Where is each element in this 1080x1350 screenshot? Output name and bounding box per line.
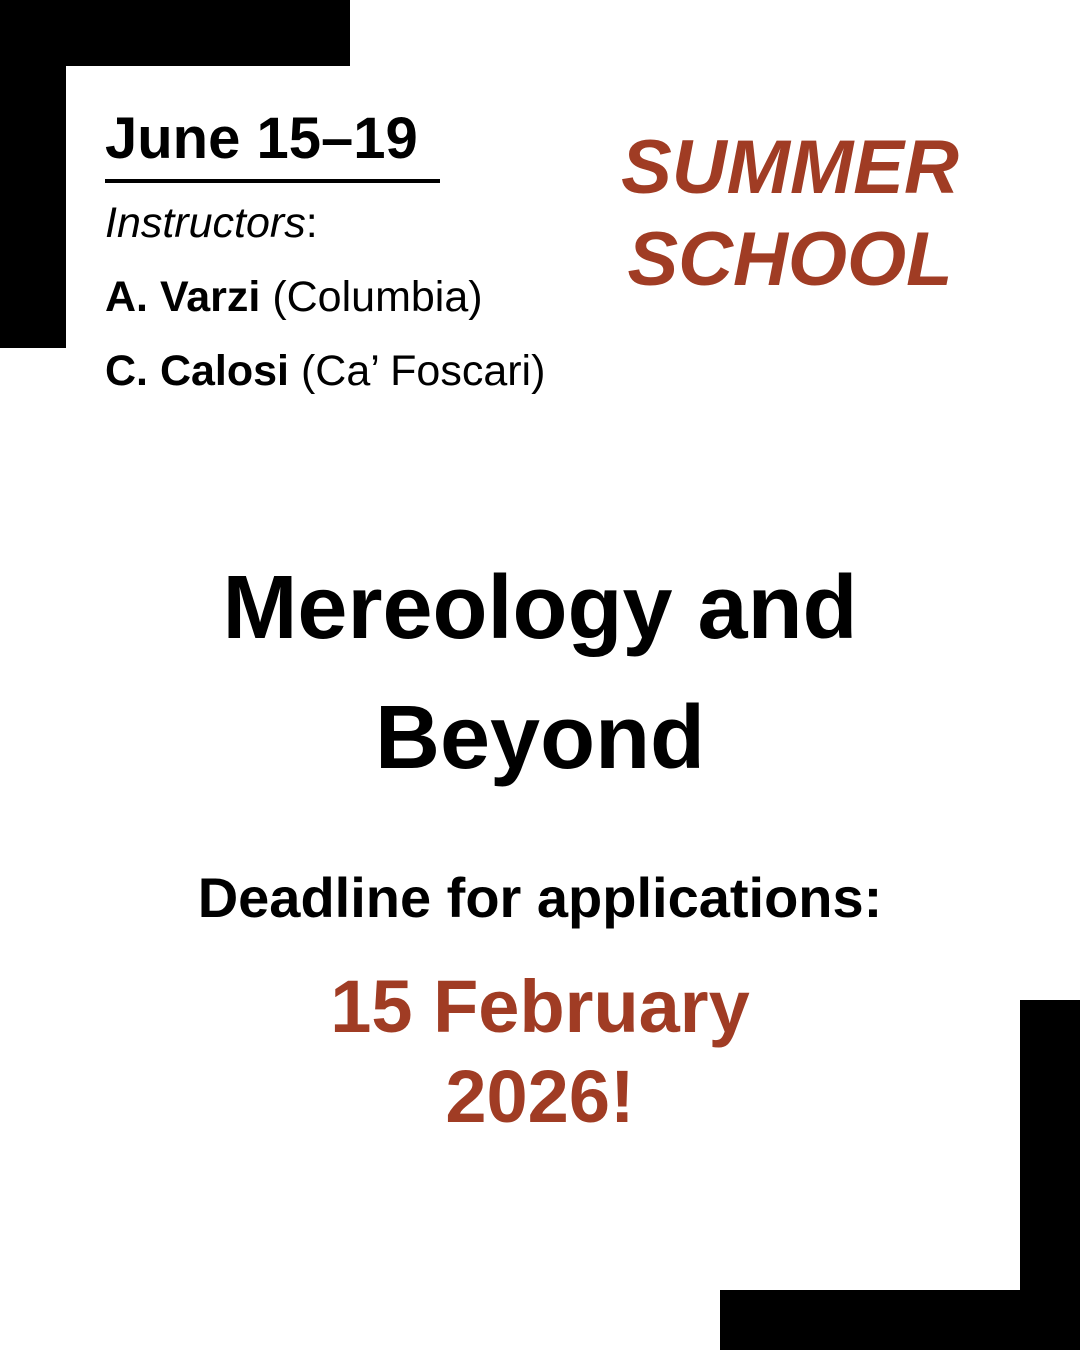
deadline-date-line-1: 15 February [330, 965, 750, 1048]
deadline-label: Deadline for applications: [197, 866, 883, 929]
instructor-affiliation: (Columbia) [272, 273, 483, 321]
instructors-label [105, 197, 318, 249]
dates-underline [105, 179, 440, 183]
deadline-date-line-2: 2026! [445, 1055, 635, 1138]
course-title-line-1: Mereology and [222, 558, 858, 658]
event-type-line-2: SCHOOL [627, 217, 953, 302]
course-title [0, 543, 1080, 803]
instructor-2 [105, 345, 545, 397]
deadline-date [0, 962, 1080, 1142]
instructor-1 [105, 271, 483, 323]
instructors-label-colon: : [305, 199, 318, 247]
instructor-name: C. Calosi [105, 347, 289, 395]
event-dates: June 15–19 [105, 106, 418, 171]
instructor-name: A. Varzi [105, 273, 261, 321]
course-title-line-2: Beyond [374, 688, 706, 788]
frame-corner-bottom-right-horizontal [720, 1290, 1080, 1350]
frame-corner-top-left-vertical [0, 0, 66, 348]
instructor-affiliation: (Ca’ Foscari) [300, 347, 546, 395]
instructors-label-text: Instructors [105, 199, 306, 247]
event-type-heading [560, 122, 1020, 306]
event-type-line-1: SUMMER [621, 125, 959, 210]
